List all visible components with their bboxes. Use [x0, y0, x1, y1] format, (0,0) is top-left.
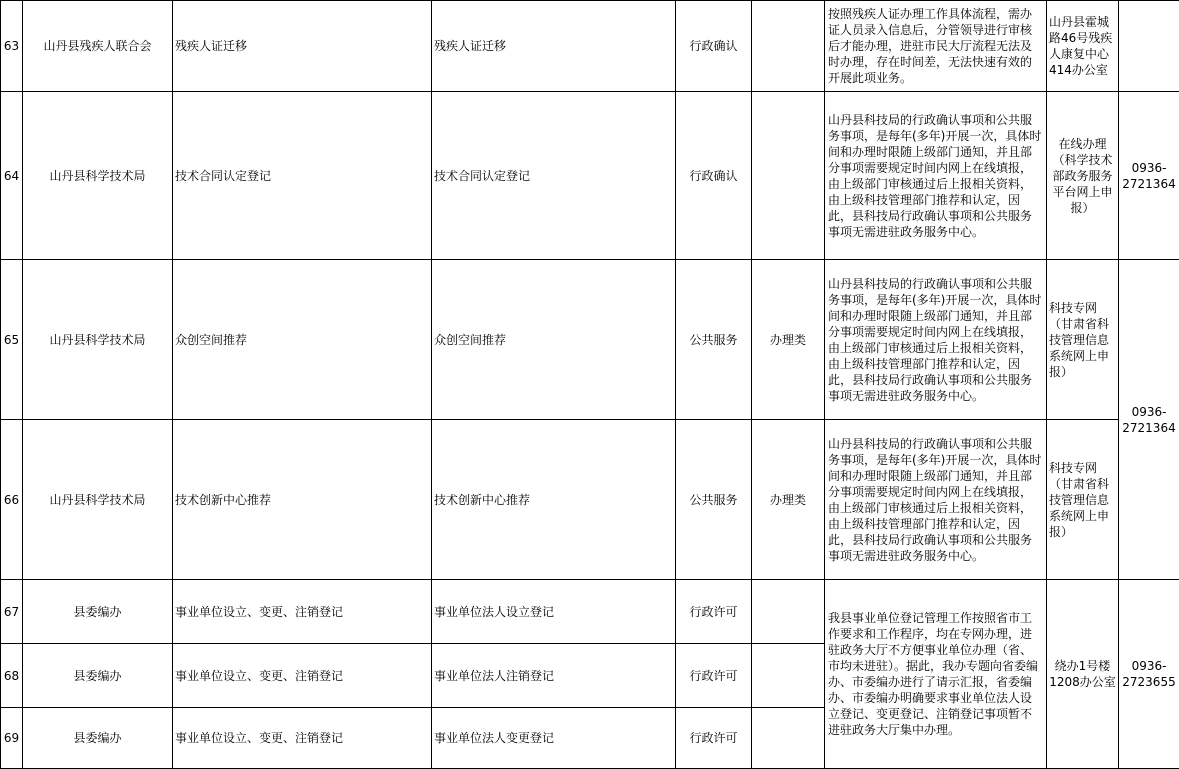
sub-item-cell: 众创空间推荐 — [432, 260, 676, 420]
item-type-cell: 公共服务 — [676, 260, 752, 420]
address-cell: 科技专网（甘肃省科技管理信息系统网上申报） — [1047, 420, 1119, 580]
row-number: 67 — [1, 580, 23, 644]
item-type-cell: 公共服务 — [676, 420, 752, 580]
item-name-cell: 技术创新中心推荐 — [173, 420, 432, 580]
table-row — [1, 580, 1179, 644]
row-number: 65 — [1, 260, 23, 420]
reason-cell: 山丹县科技局的行政确认事项和公共服务事项，是每年(多年)开展一次，具体时间和办理时限随上级部门通知，并且部分事项需要规定时间内网上在线填报，由上级部门审核通过后上报相关资料，由上级科技管理部门推荐和认定，因此，县科技局行政确认事项和公共服务事项无需进驻政务服务中心。 — [825, 420, 1047, 580]
sub-item-cell: 技术合同认定登记 — [432, 92, 676, 260]
category-cell — [752, 1, 825, 92]
item-name-cell: 众创空间推荐 — [173, 260, 432, 420]
item-name-cell: 残疾人证迁移 — [173, 1, 432, 92]
category-cell — [752, 92, 825, 260]
item-type-cell: 行政确认 — [676, 92, 752, 260]
table-row — [1, 260, 1179, 420]
sub-item-cell: 事业单位法人设立登记 — [432, 580, 676, 644]
address-cell: 山丹县霍城路46号残疾人康复中心414办公室 — [1047, 1, 1119, 92]
row-number: 69 — [1, 708, 23, 769]
reason-cell: 山丹县科技局的行政确认事项和公共服务事项，是每年(多年)开展一次，具体时间和办理时限随上级部门通知，并且部分事项需要规定时间内网上在线填报，由上级部门审核通过后上报相关资料，由上级科技管理部门推荐和认定，因此，县科技局行政确认事项和公共服务事项无需进驻政务服务中心。 — [825, 92, 1047, 260]
item-name-cell: 事业单位设立、变更、注销登记 — [173, 580, 432, 644]
sub-item-cell: 残疾人证迁移 — [432, 1, 676, 92]
sub-item-cell: 技术创新中心推荐 — [432, 420, 676, 580]
item-type-cell: 行政确认 — [676, 1, 752, 92]
reason-cell: 按照残疾人证办理工作具体流程，需办证人员录入信息后，分管领导进行审核后才能办理，进驻市民大厅流程无法及时办理，存在时间差，无法快速有效的开展此项业务。 — [825, 1, 1047, 92]
table-row — [1, 92, 1179, 260]
item-type-cell: 行政许可 — [676, 580, 752, 644]
table-row — [1, 1, 1179, 92]
department-cell: 山丹县科学技术局 — [23, 260, 173, 420]
phone-cell: 0936-2721364 — [1119, 92, 1179, 260]
phone-cell: 0936-2723655 — [1119, 580, 1179, 769]
row-number: 64 — [1, 92, 23, 260]
category-cell — [752, 580, 825, 644]
department-cell: 山丹县科学技术局 — [23, 420, 173, 580]
row-number: 66 — [1, 420, 23, 580]
address-cell: 绕办1号楼1208办公室 — [1047, 580, 1119, 769]
phone-cell: 0936-2721364 — [1119, 260, 1179, 580]
item-type-cell: 行政许可 — [676, 708, 752, 769]
department-cell: 县委编办 — [23, 580, 173, 644]
sub-item-cell: 事业单位法人变更登记 — [432, 708, 676, 769]
category-cell: 办理类 — [752, 420, 825, 580]
category-cell — [752, 708, 825, 769]
category-cell: 办理类 — [752, 260, 825, 420]
address-cell: 科技专网（甘肃省科技管理信息系统网上申报） — [1047, 260, 1119, 420]
phone-cell — [1119, 1, 1179, 92]
department-cell: 县委编办 — [23, 644, 173, 708]
department-cell: 县委编办 — [23, 708, 173, 769]
reason-cell: 我县事业单位登记管理工作按照省市工作要求和工作程序，均在专网办理，进驻政务大厅不方便事业单位办理（省、市均未进驻）。据此，我办专题向省委编办、市委编办进行了请示汇报，省委编办、市委编办明确要求事业单位法人设立登记、变更登记、注销登记事项暂不进驻政务大厅集中办理。 — [825, 580, 1047, 769]
item-type-cell: 行政许可 — [676, 644, 752, 708]
address-cell: 在线办理（科学技术部政务服务平台网上申报） — [1047, 92, 1119, 260]
item-name-cell: 事业单位设立、变更、注销登记 — [173, 708, 432, 769]
table-row — [1, 420, 1179, 580]
item-name-cell: 技术合同认定登记 — [173, 92, 432, 260]
item-name-cell: 事业单位设立、变更、注销登记 — [173, 644, 432, 708]
row-number: 68 — [1, 644, 23, 708]
row-number: 63 — [1, 1, 23, 92]
sub-item-cell: 事业单位法人注销登记 — [432, 644, 676, 708]
reason-cell: 山丹县科技局的行政确认事项和公共服务事项，是每年(多年)开展一次，具体时间和办理时限随上级部门通知，并且部分事项需要规定时间内网上在线填报，由上级部门审核通过后上报相关资料，由上级科技管理部门推荐和认定，因此，县科技局行政确认事项和公共服务事项无需进驻政务服务中心。 — [825, 260, 1047, 420]
department-cell: 山丹县科学技术局 — [23, 92, 173, 260]
category-cell — [752, 644, 825, 708]
department-cell: 山丹县残疾人联合会 — [23, 1, 173, 92]
